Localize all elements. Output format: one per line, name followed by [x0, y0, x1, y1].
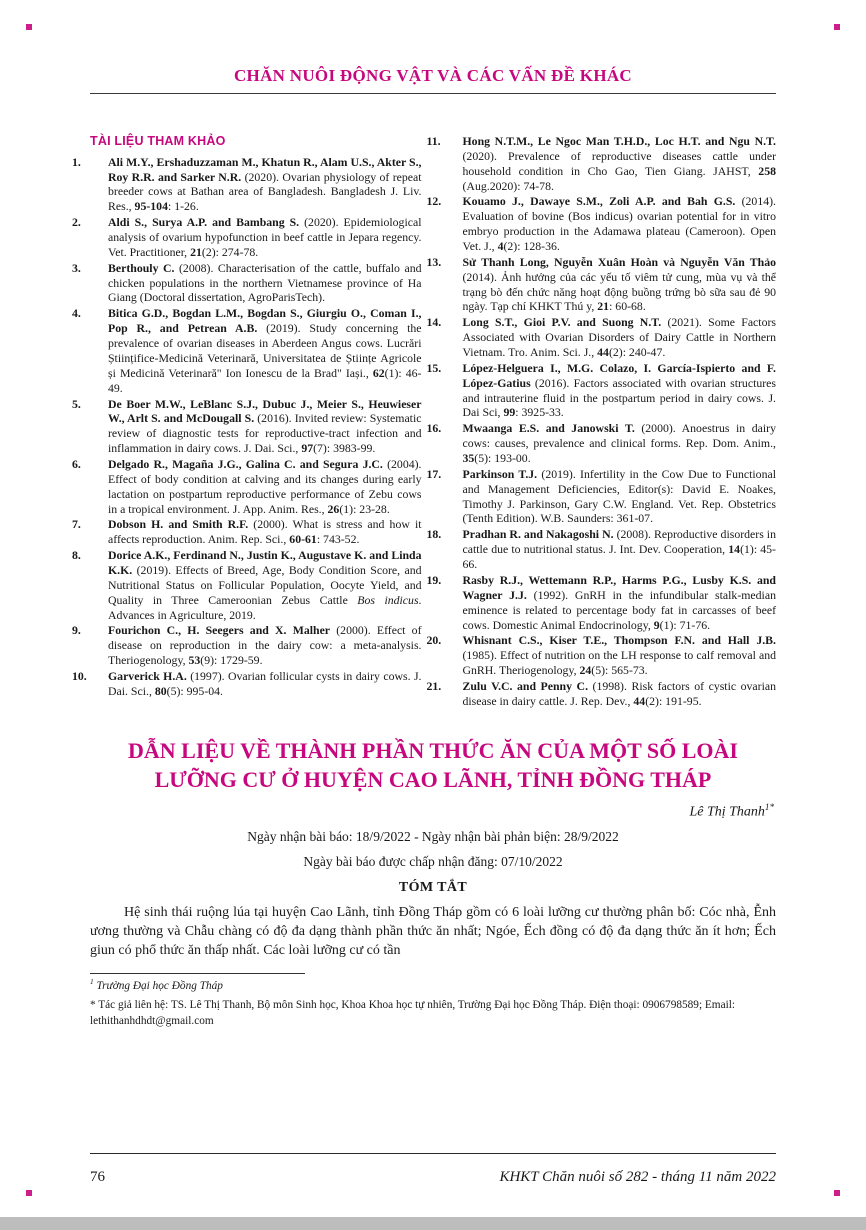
article-title-line2: LƯỠNG CƯ Ở HUYỆN CAO LÃNH, TỈNH ĐỒNG THÁP — [154, 766, 712, 792]
reference-number: 13. — [426, 254, 442, 269]
reference-number: 4. — [72, 306, 81, 321]
footnote-contact: * Tác giả liên hệ: TS. Lê Thị Thanh, Bộ môn Sinh học, Khoa Khoa học tự nhiên, Trường Đại học Đồng Tháp. Điện thoại: 0906798589; Email: lethithanhdhdt@gmail.com — [90, 999, 736, 1027]
references-column-right — [426, 134, 777, 710]
reference-number: 19. — [426, 572, 442, 587]
reference-number: 18. — [426, 527, 442, 542]
reference-number: 3. — [72, 260, 81, 275]
footer-divider — [90, 1153, 776, 1154]
reference-number: 10. — [72, 668, 87, 683]
reference-number: 9. — [72, 623, 81, 638]
reference-item: 1. Ali M.Y., Ershaduzzaman M., Khatun R., Alam U.S., Akter S., Roy R.R. and Sarker N.R. (2020). Ovarian physiology of repeat breeder cows at Bathan area of Bangladesh. Bangladesh J. Liv. Res., 95-104: 1-26. — [72, 154, 422, 214]
reference-item: 4. Bitica G.D., Bogdan L.M., Bogdan S., Giurgiu O., Coman I., Pop R., and Petrean A.B. (2019). Study concerning the prevalence of ovarian diseases in Aberdeen Angus cows. Lucrări Științifice-Medicină Veterinară, Universitatea de Științe Agricole și Medicină Veterinară" Ion Ionescu de la Brad" Iași., 62(1): 46-49. — [72, 306, 422, 395]
reference-number: 20. — [426, 633, 442, 648]
scan-edge — [0, 1217, 866, 1230]
footnote-marker: 1 — [90, 977, 94, 987]
reference-item: 14. Long S.T., Gioi P.V. and Suong N.T. (2021). Some Factors Associated with Ovarian Disorders of Dairy Cattle in Northern Vietnam. Tro. Anim. Sci. J., 44(2): 240-47. — [426, 315, 776, 360]
reference-number: 5. — [72, 396, 81, 411]
reference-item: 13. Sử Thanh Long, Nguyễn Xuân Hoàn và Nguyễn Văn Thảo (2014). Ảnh hưởng của các yếu tố viêm tử cung, mùa vụ và thể trạng bò đến chức năng hoạt động buồng trứng bò sữa sau đẻ 90 ngày. Tạp chí KHKT Thú y, 21: 60-68. — [426, 254, 776, 314]
reference-number: 8. — [72, 548, 81, 563]
author-name: Lê Thị Thanh — [689, 804, 765, 820]
article-title-line1: DẪN LIỆU VỀ THÀNH PHẦN THỨC ĂN CỦA MỘT SỐ LOÀI — [128, 737, 738, 763]
crop-mark — [834, 1190, 840, 1196]
reference-number: 21. — [426, 678, 442, 693]
reference-item: 7. Dobson H. and Smith R.F. (2000). What is stress and how it affects reproduction. Anim. Rep. Sci., 60-61: 743-52. — [72, 517, 422, 547]
header-divider — [90, 93, 776, 94]
reference-item: 19. Rasby R.J., Wettemann R.P., Harms P.G., Lusby K.S. and Wagner J.J. (1992). GnRH in the infundibular stalk-median eminence is related to percentage body fat in carcasses of beef cows. Domestic Animal Endocrinology, 9(1): 71-76. — [426, 572, 776, 632]
references-section — [72, 134, 777, 710]
crop-mark — [834, 24, 840, 30]
page-number: 76 — [90, 1169, 105, 1185]
references-column-left — [72, 134, 422, 710]
reference-item: 12. Kouamo J., Dawaye S.M., Zoli A.P. and Bah G.S. (2014). Evaluation of bovine (Bos indicus) ovarian potential for in vitro embryo production in the Adamawa plateau (Cameroon). Open Vet. J., 4(2): 128-36. — [426, 194, 777, 254]
reference-item: 21. Zulu V.C. and Penny C. (1998). Risk factors of cystic ovarian disease in dairy cattle. J. Rep. Dev., 44(2): 191-95. — [426, 678, 776, 708]
reference-item: 15. López-Helguera I., M.G. Colazo, I. García-Ispierto and F. López-Gatius (2016). Factors associated with ovarian structures and intrauterine fluid in the postpartum period in dairy cows. J. Dai Sci, 99: 3925-33. — [426, 360, 776, 420]
reference-item: 2. Aldi S., Surya A.P. and Bambang S. (2020). Epidemiological analysis of ovarium hypofunction in beef cattle in Jepara regency. Vet. Practitioner, 21(2): 274-78. — [72, 215, 422, 259]
page-footer — [90, 1169, 776, 1186]
reference-number: 2. — [72, 215, 81, 230]
reference-number: 14. — [426, 315, 442, 330]
abstract-heading: TÓM TẮT — [398, 880, 468, 896]
reference-number: 1. — [72, 154, 81, 169]
references-heading: TÀI LIỆU THAM KHẢO — [90, 134, 226, 148]
references-list-right — [426, 134, 777, 709]
reference-item: 3. Berthouly C. (2008). Characterisation of the cattle, buffalo and chicken populations in the northern Vietnamese province of Ha Giang (Doctoral dissertation, AgroParisTech). — [72, 260, 422, 305]
reference-number: 16. — [426, 421, 442, 436]
reference-item: 20. Whisnant C.S., Kiser T.E., Thompson F.N. and Hall J.B. (1985). Effect of nutrition on the LH response to calf removal and GnRH. Theriogenology, 24(5): 565-73. — [426, 633, 776, 678]
reference-number: 12. — [426, 194, 442, 209]
reference-number: 15. — [426, 360, 442, 375]
footnote-affiliation-text: Trường Đại học Đồng Tháp — [93, 980, 223, 993]
article-title — [90, 736, 776, 794]
references-list-left — [72, 154, 422, 699]
footnote-affiliation — [90, 977, 776, 995]
running-head-title: CHĂN NUÔI ĐỘNG VẬT VÀ CÁC VẤN ĐỀ KHÁC — [233, 66, 633, 85]
crop-mark — [26, 24, 32, 30]
reference-number: 6. — [72, 456, 81, 471]
reference-item: 5. De Boer M.W., LeBlanc S.J., Dubuc J., Meier S., Heuwieser W., Arlt S. and McDougall S. (2016). Invited review: Systematic review of diagnostic tests for reproductive-tract infection and inflammation in dairy cows. J. Dai. Sci., 97(7): 3983-99. — [72, 396, 422, 456]
reference-item: 9. Fourichon C., H. Seegers and X. Malher (2000). Effect of disease on reproduction in the dairy cow: a meta-analysis. Theriogenology, 53(9): 1729-59. — [72, 623, 422, 668]
reference-item: 11. Hong N.T.M., Le Ngoc Man T.H.D., Loc H.T. and Ngu N.T. (2020). Prevalence of reproductive diseases cattle under household condition in Cho Gao, Tien Giang. JAHST, 258 (Aug.2020): 74-78. — [426, 134, 776, 193]
accepted-date-line: Ngày bài báo được chấp nhận đăng: 07/10/2022 — [303, 854, 563, 870]
reference-item: 16. Mwaanga E.S. and Janowski T. (2000). Anoestrus in dairy cows: causes, prevalence and clinical forms. Rep. Dom. Anim., 35(5): 193-00. — [426, 421, 776, 466]
received-dates-line: Ngày nhận bài báo: 18/9/2022 - Ngày nhận bài phản biện: 28/9/2022 — [247, 829, 619, 845]
author-line — [90, 802, 776, 821]
reference-number: 7. — [72, 517, 81, 532]
footnote-divider — [90, 973, 305, 974]
crop-mark — [26, 1190, 32, 1196]
journal-issue-line: KHKT Chăn nuôi số 282 - tháng 11 năm 2022 — [499, 1169, 776, 1185]
reference-item: 17. Parkinson T.J. (2019). Infertility in the Cow Due to Functional and Management Deficiencies, Editor(s): David E. Noakes, Timothy J. Parkinson, Gary C.W. England. Vet. Rep. Obstetrics (Tenth Edition). W.B. Saunders: 361-07. — [426, 466, 776, 526]
reference-number: 17. — [426, 466, 442, 481]
author-affiliation-mark: 1* — [764, 801, 774, 812]
reference-item: 8. Dorice A.K., Ferdinand N., Justin K., Augustave K. and Linda K.K. (2019). Effects of Breed, Age, Body Condition Score, and Nutritional Status on Follicular Population, Oocyte Yield, and Quality in Three Cameroonian Zebus Cattle Bos indicus. Advances in Agriculture, 2019. — [72, 548, 422, 622]
reference-item: 10. Garverick H.A. (1997). Ovarian follicular cysts in dairy cows. J. Dai. Sci., 80(5): 995-04. — [72, 668, 422, 698]
reference-item: 6. Delgado R., Magaña J.G., Galina C. and Segura J.C. (2004). Effect of body condition at calving and its changes during early lactation on postpartum reproductive performance of Zebu cows in a tropical environment. J. App. Anim. Res., 26(1): 23-28. — [72, 456, 422, 516]
reference-item: 18. Pradhan R. and Nakagoshi N. (2008). Reproductive disorders in cattle due to nutritional status. J. Int. Dev. Cooperation, 14(1): 45-66. — [426, 527, 776, 572]
abstract-text: Hệ sinh thái ruộng lúa tại huyện Cao Lãnh, tỉnh Đồng Tháp gồm có 6 loài lưỡng cư thường phân bố: Cóc nhà, Ễnh ương thường và Chẫu chàng có độ đa dạng thành phần thức ăn nhất; Ngóe, Ếch đồng có độ đa dạng thức ăn ít hơn; Ếch giun có phổ thức ăn thấp nhất. Các loài lưỡng cư có tần — [90, 905, 776, 959]
reference-number: 11. — [426, 134, 441, 148]
